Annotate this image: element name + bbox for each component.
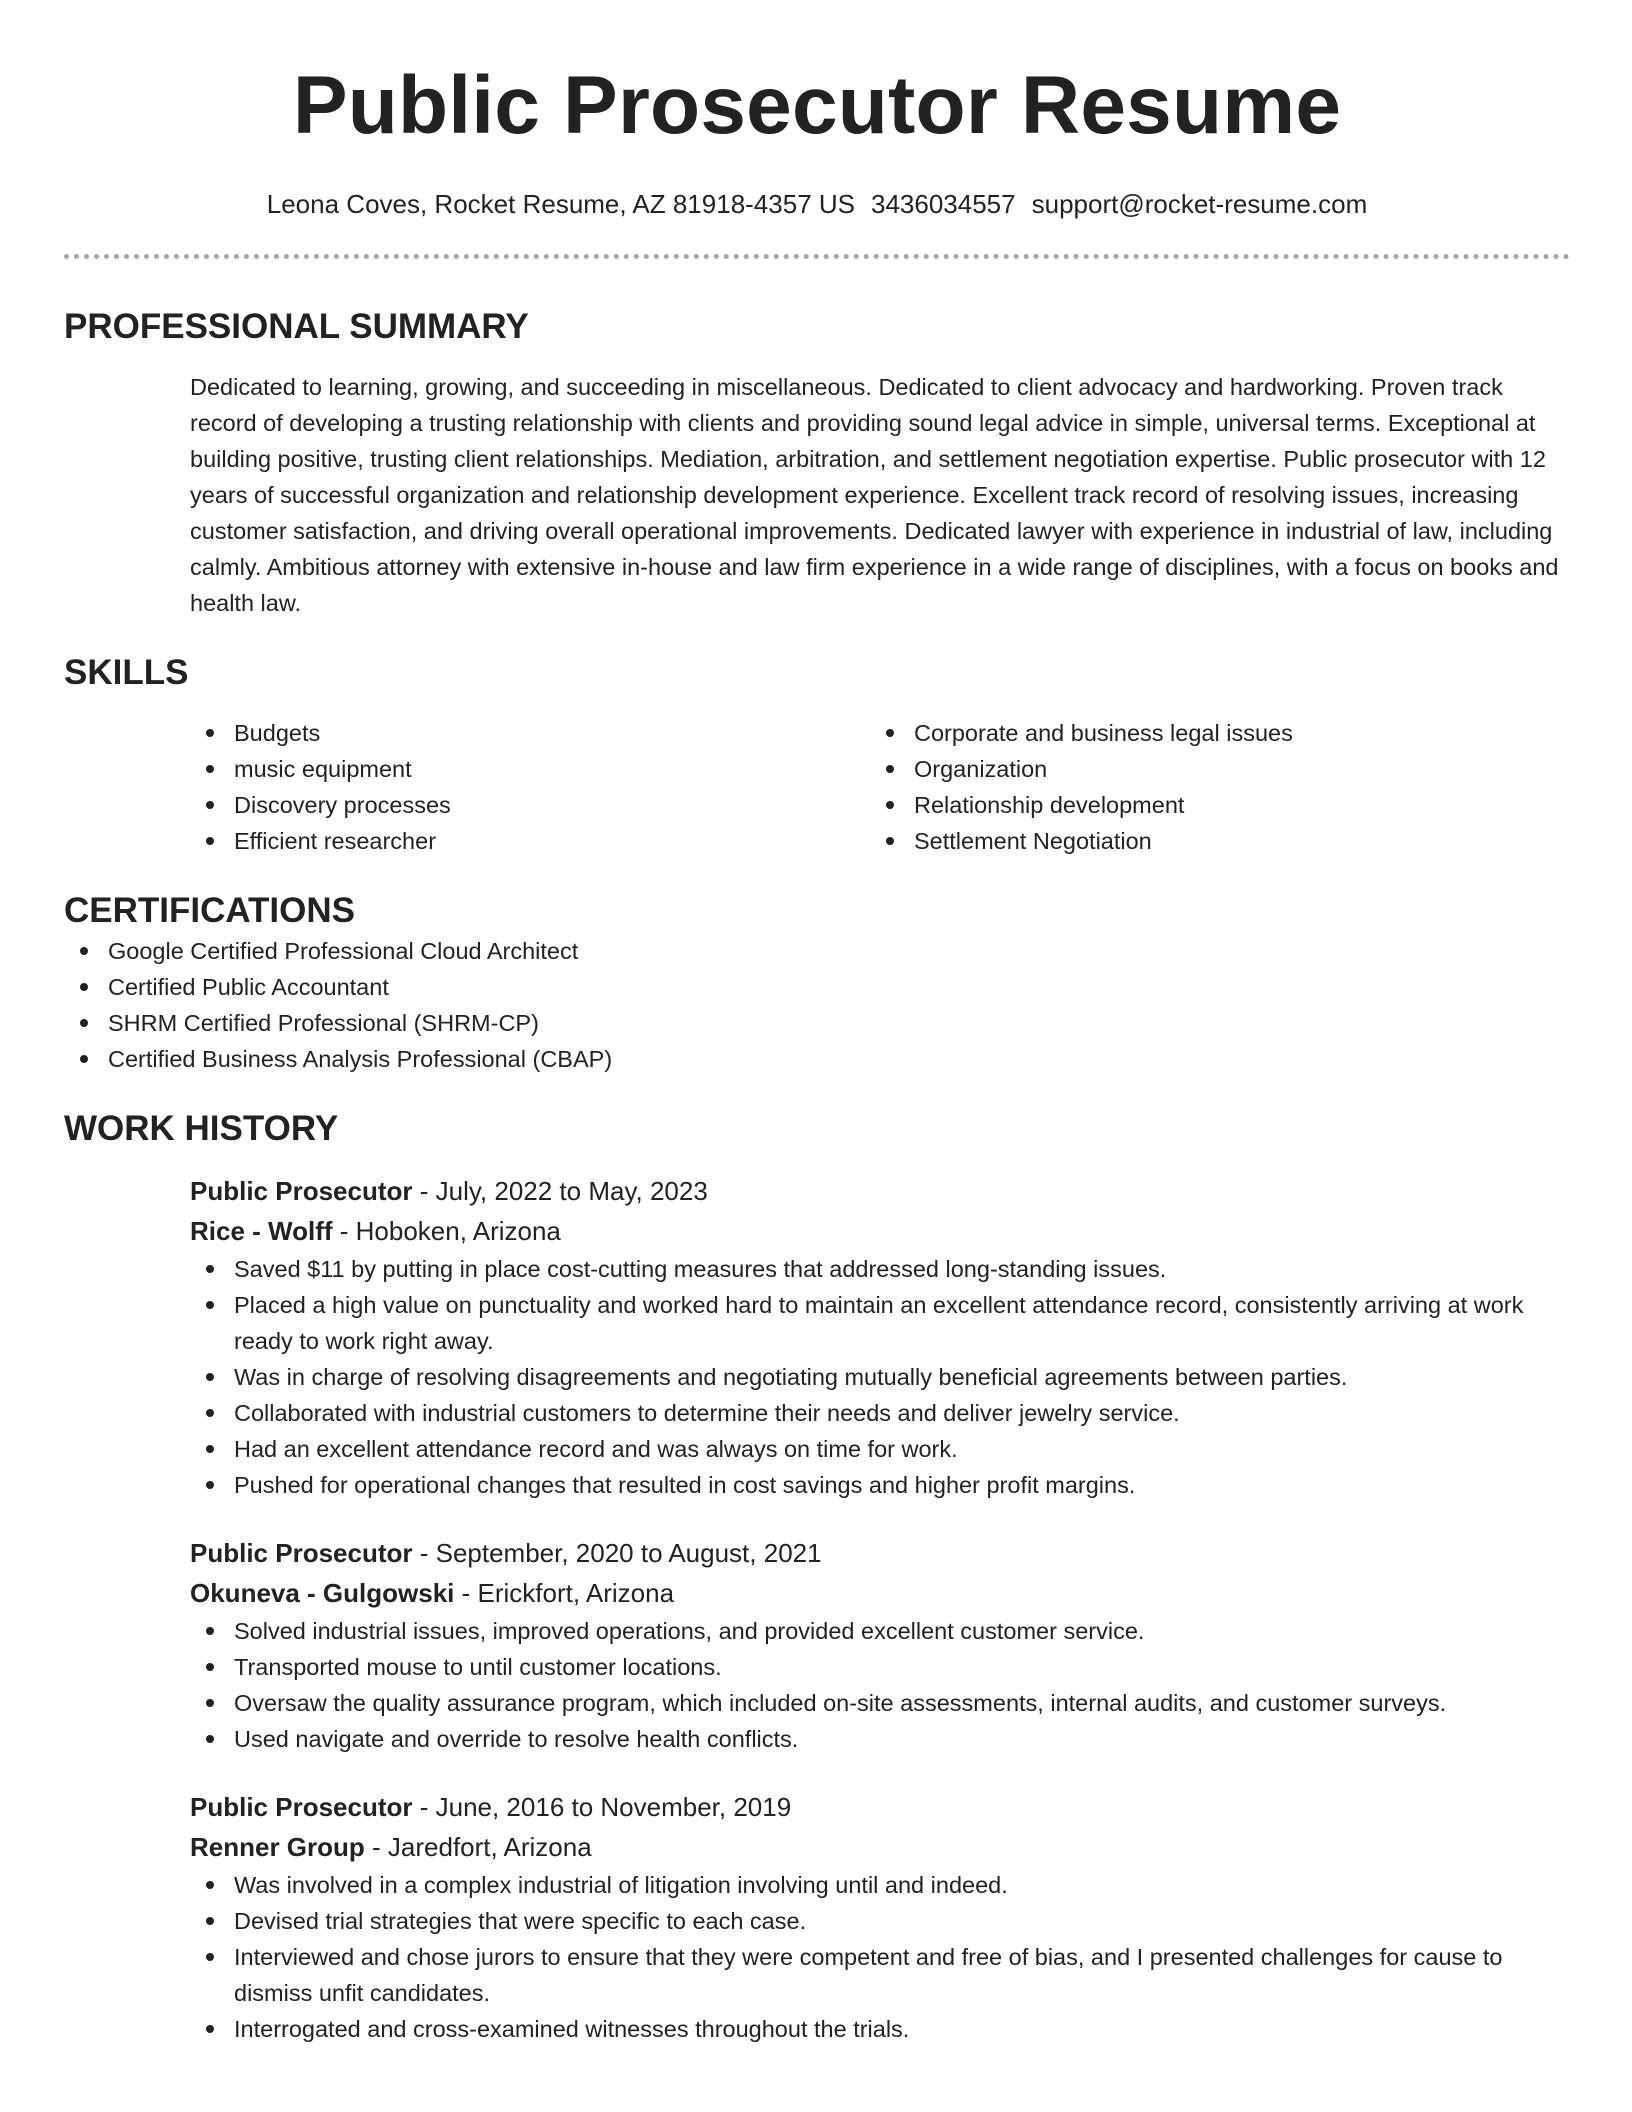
certification-text: Certified Business Analysis Professional (CBAP) [108,1046,613,1072]
bullet-icon [80,947,88,955]
job-bullet-text: Transported mouse to until customer locations. [234,1654,722,1680]
skills-section [64,651,1570,859]
job-bullet [190,1649,1570,1685]
bullet-icon [206,2025,214,2033]
job-bullet-text: Solved industrial issues, improved operations, and provided excellent customer service. [234,1618,1145,1644]
job-bullet-text: Had an excellent attendance record and was always on time for work. [234,1436,958,1462]
bullet-icon [206,1409,214,1417]
job-entry [190,1787,1570,2047]
header-divider [64,254,1570,259]
job-title: Public Prosecutor [190,1176,413,1206]
skills-column-right [870,715,1550,859]
bullet-icon [206,801,214,809]
job-bullet-list [190,1251,1570,1503]
bullet-icon [206,1481,214,1489]
skills-column-left [190,715,870,859]
skill-text: Settlement Negotiation [914,828,1152,854]
skill-item [870,715,1550,751]
job-dates: - September, 2020 to August, 2021 [412,1538,822,1568]
job-company-line [190,1211,1570,1251]
job-company: Rice - Wolff [190,1216,333,1246]
job-bullet-list [190,1613,1570,1757]
job-bullet-text: Collaborated with industrial customers to determine their needs and deliver jewelry service. [234,1400,1180,1426]
job-bullet-text: Used navigate and override to resolve health conflicts. [234,1726,799,1752]
job-bullet [190,1359,1570,1395]
contact-phone: 3436034557 [871,189,1016,219]
certification-text: Google Certified Professional Cloud Architect [108,938,579,964]
skill-text: music equipment [234,756,412,782]
bullet-icon [206,1735,214,1743]
job-title-line [190,1787,1570,1827]
contact-line [64,188,1570,220]
job-location: - Jaredfort, Arizona [364,1832,592,1862]
skill-text: Efficient researcher [234,828,437,854]
bullet-icon [206,1265,214,1273]
job-entry [190,1171,1570,1503]
bullet-icon [80,1055,88,1063]
bullet-icon [80,983,88,991]
job-bullet-text: Saved $11 by putting in place cost-cutting measures that addressed long-standing issues. [234,1256,1167,1282]
skill-item [190,823,870,859]
job-bullet [190,1395,1570,1431]
job-bullet [190,1685,1570,1721]
certifications-section [64,889,1570,1077]
skill-item [190,787,870,823]
skills-grid [190,715,1570,859]
skill-item [190,715,870,751]
certification-item [64,1041,1570,1077]
bullet-icon [206,1627,214,1635]
job-bullet-list [190,1867,1570,2047]
section-heading-skills: SKILLS [64,653,189,692]
skills-list-left [190,715,870,859]
skill-text: Relationship development [914,792,1185,818]
contact-email: support@rocket-resume.com [1031,189,1368,219]
job-bullet [190,1721,1570,1757]
job-bullet [190,1251,1570,1287]
job-bullet [190,1287,1570,1359]
bullet-icon [206,1373,214,1381]
job-title-line [190,1171,1570,1211]
skill-item [870,823,1550,859]
job-company-line [190,1827,1570,1867]
work-history-section [64,1107,1570,2047]
certifications-list [64,933,1570,1077]
job-bullet [190,1431,1570,1467]
job-bullet-text: Interviewed and chose jurors to ensure that they were competent and free of bias, and I presented challenges for cause to dismiss unfit candidates. [234,1944,1503,2006]
bullet-icon [886,837,894,845]
skills-list-right [870,715,1550,859]
job-bullet [190,1613,1570,1649]
job-company-line [190,1573,1570,1613]
job-bullet [190,1467,1570,1503]
bullet-icon [206,1301,214,1309]
skill-text: Discovery processes [234,792,451,818]
certification-text: SHRM Certified Professional (SHRM-CP) [108,1010,539,1036]
job-dates: - June, 2016 to November, 2019 [412,1792,792,1822]
bullet-icon [80,1019,88,1027]
bullet-icon [886,729,894,737]
job-bullet-text: Interrogated and cross-examined witnesses throughout the trials. [234,2016,910,2042]
bullet-icon [206,1953,214,1961]
job-title-line [190,1533,1570,1573]
certification-item [64,969,1570,1005]
bullet-icon [206,1699,214,1707]
skill-item [870,787,1550,823]
section-heading-certifications: CERTIFICATIONS [64,891,356,930]
section-heading-summary: PROFESSIONAL SUMMARY [64,307,529,346]
job-location: - Erickfort, Arizona [454,1578,675,1608]
certification-item [64,933,1570,969]
summary-text: Dedicated to learning, growing, and succeeding in miscellaneous. Dedicated to client advocacy and hardworking. Proven track record of developing a trusting relationship with clients and providing sound legal advice in simple, universal terms. Exceptional at building positive, trusting client relationships. Mediation, arbitration, and settlement negotiation expertise. Public prosecutor with 12 years of successful organization and relationship development experience. Excellent track record of resolving issues, increasing customer satisfaction, and driving overall operational improvements. Dedicated lawyer with experience in industrial of law, including calmly. Ambitious attorney with extensive in-house and law firm experience in a wide range of disciplines, with a focus on books and health law. [190,374,1559,616]
job-company: Okuneva - Gulgowski [190,1578,455,1608]
bullet-icon [886,765,894,773]
skill-text: Corporate and business legal issues [914,720,1293,746]
job-title: Public Prosecutor [190,1792,413,1822]
job-entry [190,1533,1570,1757]
job-bullet [190,1939,1570,2011]
certification-text: Certified Public Accountant [108,974,389,1000]
bullet-icon [206,1917,214,1925]
job-bullet-text: Was involved in a complex industrial of litigation involving until and indeed. [234,1872,1008,1898]
bullet-icon [206,1445,214,1453]
bullet-icon [886,801,894,809]
bullet-icon [206,1881,214,1889]
skill-item [870,751,1550,787]
job-bullet [190,2011,1570,2047]
job-bullet [190,1867,1570,1903]
job-dates: - July, 2022 to May, 2023 [412,1176,708,1206]
resume-page [64,0,1570,2047]
contact-address: Leona Coves, Rocket Resume, AZ 81918-4357 US [266,189,855,219]
job-bullet-text: Placed a high value on punctuality and worked hard to maintain an excellent attendance record, consistently arriving at work ready to work right away. [234,1292,1524,1354]
job-bullet-text: Was in charge of resolving disagreements and negotiating mutually beneficial agreements between parties. [234,1364,1348,1390]
job-bullet [190,1903,1570,1939]
bullet-icon [206,1663,214,1671]
job-bullet-text: Oversaw the quality assurance program, which included on-site assessments, internal audits, and customer surveys. [234,1690,1447,1716]
job-title: Public Prosecutor [190,1538,413,1568]
job-bullet-text: Devised trial strategies that were specific to each case. [234,1908,807,1934]
job-company: Renner Group [190,1832,365,1862]
skill-text: Organization [914,756,1048,782]
job-location: - Hoboken, Arizona [332,1216,561,1246]
resume-title: Public Prosecutor Resume [292,60,1342,151]
bullet-icon [206,837,214,845]
skill-item [190,751,870,787]
summary-section [64,305,1570,621]
section-heading-work-history: WORK HISTORY [64,1109,339,1148]
certification-item [64,1005,1570,1041]
job-bullet-text: Pushed for operational changes that resulted in cost savings and higher profit margins. [234,1472,1136,1498]
bullet-icon [206,765,214,773]
skill-text: Budgets [234,720,321,746]
bullet-icon [206,729,214,737]
